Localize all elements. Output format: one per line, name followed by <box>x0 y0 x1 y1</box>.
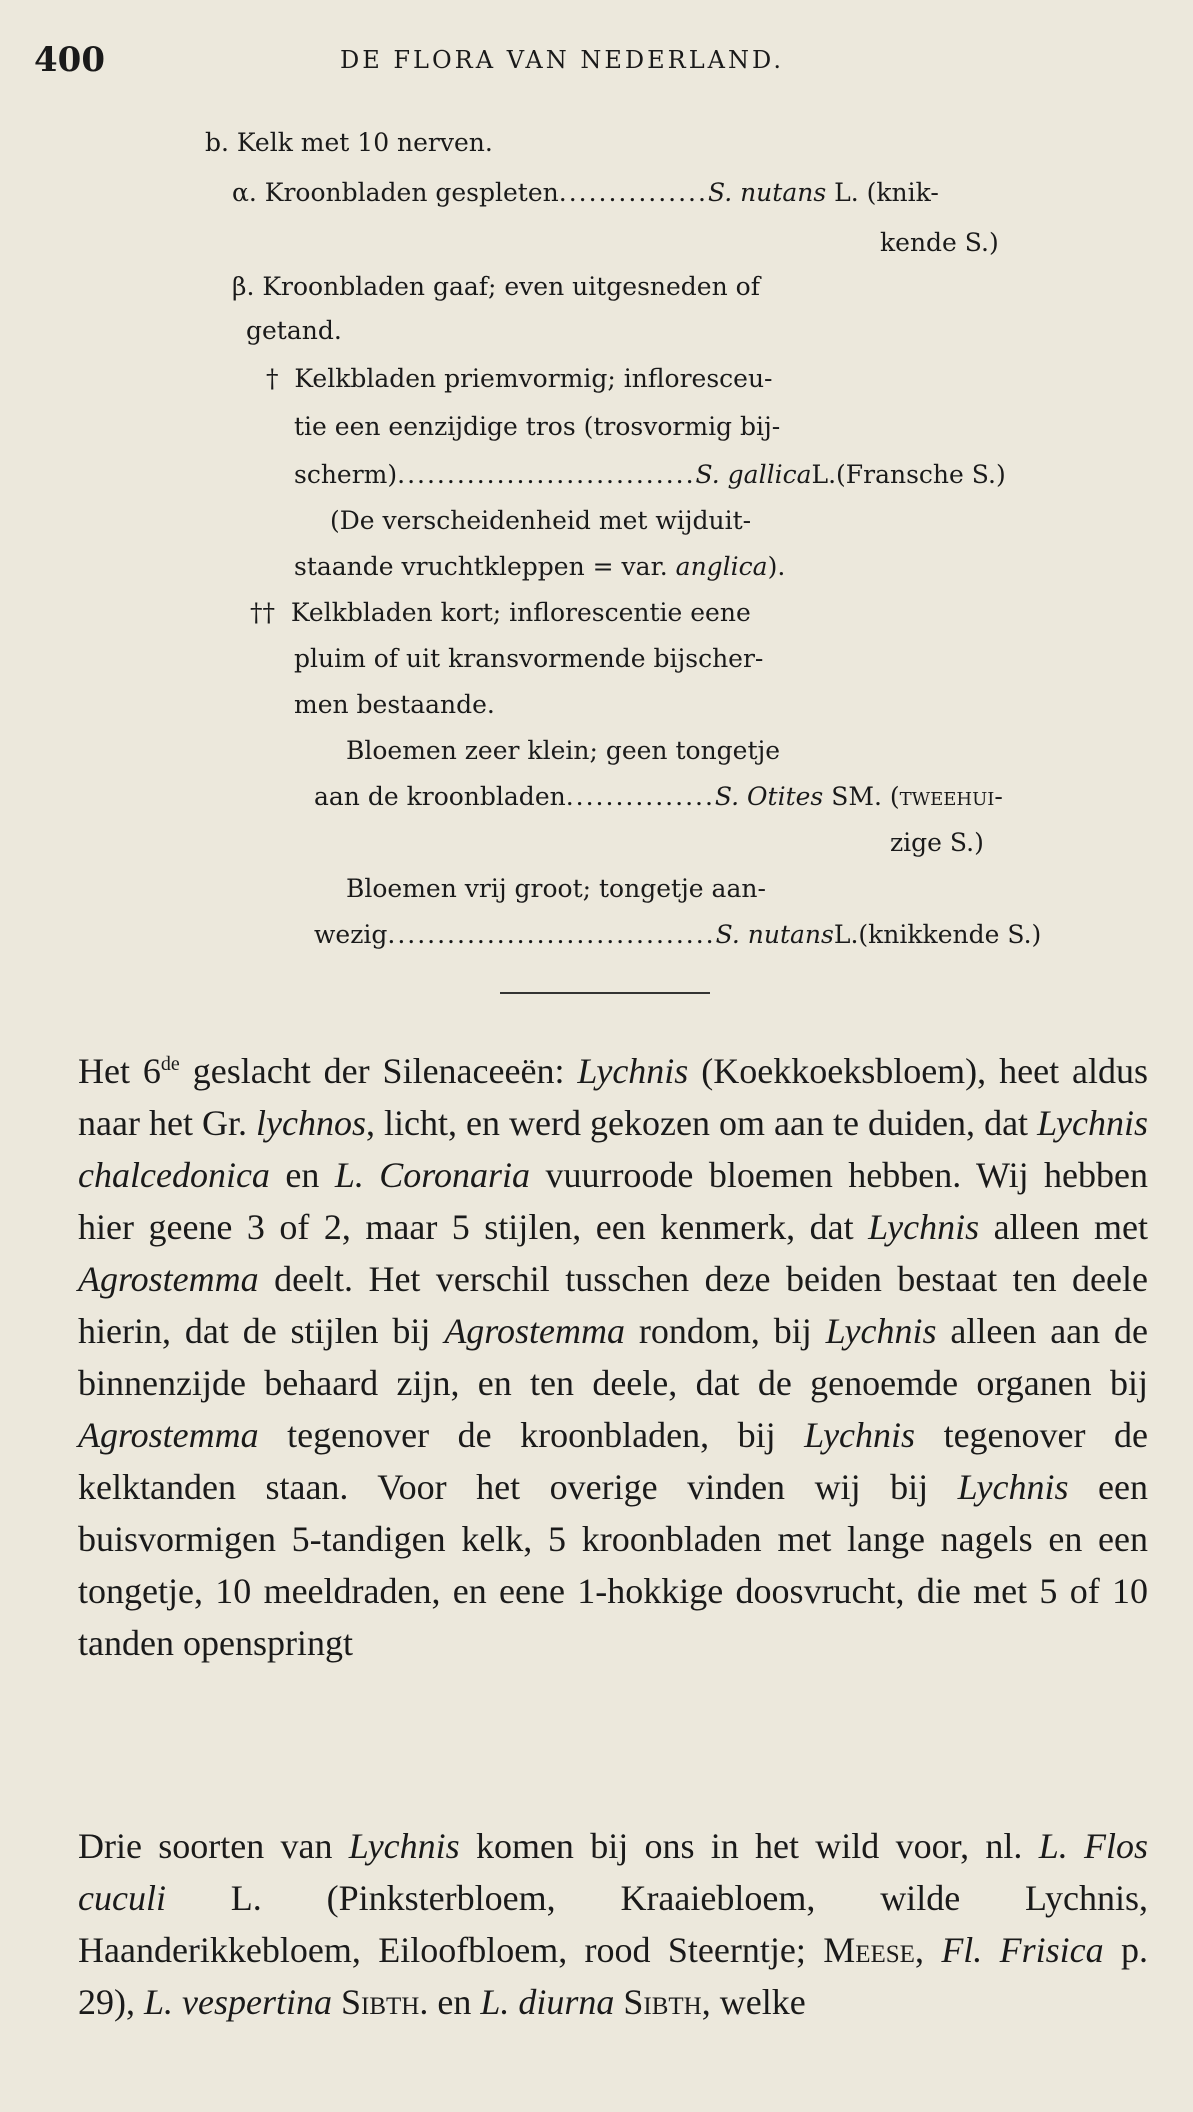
p1-i9: L. Coronaria <box>334 1155 530 1195</box>
key-dagger1 <box>266 362 773 395</box>
key-alpha-label: α. <box>232 178 257 207</box>
key-note-text: staande vruchtkleppen = var. <box>294 552 668 581</box>
p2-s4: L. (Pinksterbloem, Kraaiebloem, wilde Lychnis, Haanderikkebloem, Eiloofbloem, rood Steerntje; <box>78 1878 1148 1970</box>
p1-s22: tegenover de kelktanden staan. Voor het overige vinden wij bij <box>78 1415 1148 1507</box>
key-alpha-text: Kroonbladen gespleten <box>264 178 559 207</box>
p1-s0: Het 6 <box>78 1051 161 1091</box>
key-beta-text: Kroonbladen gaaf; even uitgesneden of <box>262 272 760 301</box>
p2-s6: , <box>914 1930 942 1970</box>
p2-i9: L. vespertina <box>144 1982 332 2022</box>
key-dagger2-text: Kelkbladen kort; inflorescentie eene <box>290 598 751 627</box>
key-beta <box>232 270 760 303</box>
p2-sc5: Meese <box>823 1930 915 1970</box>
p2-s10 <box>332 1982 341 2022</box>
key-dagger1-line3: scherm)..............................S. gallicaL.(Fransche S.) <box>294 460 1006 489</box>
p2-sc11: Sibth. <box>340 1982 429 2022</box>
key-small-taxon: S. Otites <box>714 782 824 811</box>
p1-i19: Agrostemma <box>78 1415 259 1455</box>
p1-i7: Lychnis chalcedonica <box>78 1103 1148 1195</box>
p2-sc15: Sibth <box>623 1982 702 2022</box>
key-small-text: aan de kroonbladen <box>314 782 566 811</box>
key-note-variety: anglica <box>675 552 768 581</box>
p1-s10: vuurroode bloemen hebben. Wij hebben hier geene 3 of 2, maar 5 stijlen, een kenmerk, dat <box>78 1155 1148 1247</box>
key-small-line1: Bloemen zeer klein; geen tongetje <box>346 736 781 765</box>
key-alpha-cont: kende S.) <box>880 228 999 257</box>
p1-s6: , licht, en werd gekozen om aan te duiden, dat <box>366 1103 1038 1143</box>
p1-s20: tegenover de kroonbladen, bij <box>258 1415 805 1455</box>
key-dagger2-line2: pluim of uit kransvormende bijscher- <box>294 644 764 673</box>
p1-i13: Agrostemma <box>78 1259 259 1299</box>
paragraph-2 <box>78 1820 1148 2028</box>
p2-i7: Fl. Frisica <box>941 1930 1104 1970</box>
p1-i11: Lychnis <box>868 1207 980 1247</box>
key-small-cont: zige S.) <box>890 828 984 857</box>
p2-s16: , welke <box>701 1982 806 2022</box>
key-beta-cont: getand. <box>246 316 342 345</box>
p2-i3: L. Flos cuculi <box>78 1826 1148 1918</box>
key-dagger1-text: Kelkbladen priemvormig; infloresceu- <box>294 364 773 393</box>
p2-s2: komen bij ons in het wild voor, nl. <box>459 1826 1039 1866</box>
key-large-taxon: S. nutans <box>715 920 834 949</box>
p2-s0: Drie soorten van <box>78 1826 349 1866</box>
paragraph-lychnis <box>78 1038 1148 1669</box>
key-large-author: L.(knikkende S.) <box>833 920 1042 949</box>
p2-s12: en <box>428 1982 481 2022</box>
p1-s4: (Koekkoeksbloem), heet aldus naar het Gr. <box>78 1051 1148 1143</box>
key-beta-label: β. <box>232 272 255 301</box>
key-dagger1-taxon: S. gallica <box>695 460 812 489</box>
key-dagger1-text3: scherm) <box>294 460 398 489</box>
p2-i13: L. diurna <box>480 1982 615 2022</box>
key-dagger2-label: †† <box>250 598 275 627</box>
key-note-close: ). <box>767 552 786 581</box>
p1-i15: Agrostemma <box>444 1311 625 1351</box>
key-dagger1-author: L.(Fransche S.) <box>811 460 1006 489</box>
running-title: DE FLORA VAN NEDERLAND. <box>340 46 784 74</box>
paragraph-soorten <box>78 1820 1148 2028</box>
key-note-line1: (De verscheidenheid met wijduit- <box>330 506 752 535</box>
section-divider <box>500 992 710 994</box>
p1-s18: alleen aan de binnenzijde behaard zijn, en ten deele, dat de genoemde organen bij <box>78 1311 1149 1403</box>
p1-i23: Lychnis <box>957 1467 1069 1507</box>
paragraph-1 <box>78 1038 1148 1669</box>
p1-s12: alleen met <box>979 1207 1148 1247</box>
key-note-line2 <box>294 550 785 583</box>
key-large-line2: wezig.................................S. nutansL.(knikkende S.) <box>314 920 1042 949</box>
p1-s8: en <box>269 1155 335 1195</box>
key-small-line2: aan de kroonbladen...............S. Otites SM. (tweehui- <box>314 782 1003 811</box>
key-alpha-taxon: S. nutans <box>707 178 827 207</box>
key-dagger1-line2: tie een eenzijdige tros (trosvormig bij- <box>294 412 781 441</box>
p1-i21: Lychnis <box>804 1415 916 1455</box>
p2-i1: Lychnis <box>348 1826 460 1866</box>
key-alpha-author: L. (knik- <box>834 178 939 207</box>
page-number: 400 <box>34 40 105 80</box>
p2-s8: p. 29), <box>78 1930 1149 2022</box>
p1-s2: geslacht der Silenaceeën: <box>179 1051 578 1091</box>
p1-sup: de <box>160 1053 180 1075</box>
key-alpha: α. Kroonbladen gespleten...............S. nutans L. (knik- <box>232 178 939 207</box>
key-small-author: SM. (tweehui- <box>831 782 1003 811</box>
p1-s14: deelt. Het verschil tusschen deze beiden bestaat ten deele hierin, dat de stijlen bij <box>78 1259 1148 1351</box>
p1-i5: lychnos <box>256 1103 366 1143</box>
p1-s16: rondom, bij <box>624 1311 826 1351</box>
key-large-text: wezig <box>314 920 388 949</box>
key-large-line1: Bloemen vrij groot; tongetje aan- <box>346 874 766 903</box>
key-dagger2-line3: men bestaande. <box>294 690 495 719</box>
p1-i17: Lychnis <box>825 1311 937 1351</box>
key-dagger1-label: † <box>266 364 279 393</box>
p1-s24: een buisvormigen 5-tandigen kelk, 5 kroonbladen met lange nagels en een tongetje, 10 meeldraden, en eene 1-hokkige doosvrucht, die met 5 of 10 tanden openspringt <box>78 1467 1148 1663</box>
key-b: b. Kelk met 10 nerven. <box>205 128 493 157</box>
key-dagger2 <box>250 596 751 629</box>
p1-i3: Lychnis <box>577 1051 689 1091</box>
